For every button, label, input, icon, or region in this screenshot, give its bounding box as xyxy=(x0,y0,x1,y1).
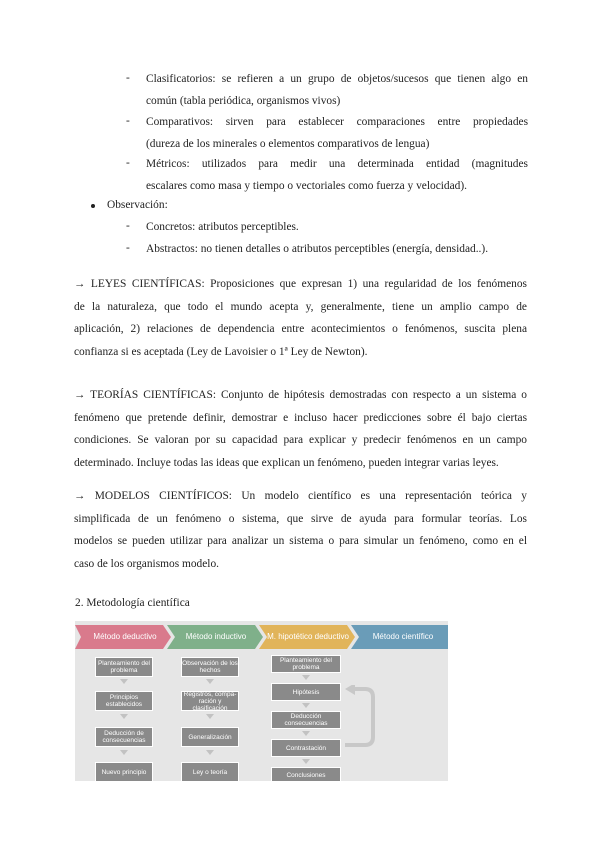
dash-marker: - xyxy=(126,157,130,169)
section-heading: 2. Metodología científica xyxy=(75,597,190,609)
paragraph-line: de la naturaleza, que todo el mundo acepta y, generalmente, tiene un amplio campo de xyxy=(74,300,527,313)
down-arrow-icon xyxy=(120,714,128,719)
down-arrow-icon xyxy=(302,675,310,680)
loop-arrow-icon xyxy=(343,685,383,751)
flow-box: Ley o teoría xyxy=(181,762,239,781)
paragraph-line: condiciones. Se valoran por su capacidad para explicar y predecir fenómenos en un campo xyxy=(74,434,527,446)
list-item-line: Métricos: utilizados para medir una determinada entidad (magnitudes xyxy=(146,158,528,170)
down-arrow-icon xyxy=(206,714,214,719)
flow-box: Deducción de consecuencias xyxy=(95,727,153,747)
paragraph-line: modelos se pueden utilizar para analizar un sistema o para simular un fenómeno, como en el xyxy=(74,535,527,547)
down-arrow-icon xyxy=(302,703,310,708)
flow-box: Planteamiento del problema xyxy=(95,657,153,677)
flow-box: Conclusiones xyxy=(271,767,341,781)
down-arrow-icon xyxy=(302,731,310,736)
methodology-figure xyxy=(75,621,448,781)
paragraph-line: → MODELOS CIENTÍFICOS: Un modelo científico es una representación teórica y xyxy=(74,490,527,502)
paragraph-line: aplicación, 2) relaciones de dependencia entre acontecimientos o fenómenos, suscita plena xyxy=(74,323,527,335)
flow-box: Observación de los hechos xyxy=(181,657,239,677)
observacion-item: Concretos: atributos perceptibles. xyxy=(146,221,299,233)
paragraph-line: caso de los organismos modelo. xyxy=(74,557,220,570)
paragraph-leyes xyxy=(74,273,527,363)
dash-marker: - xyxy=(126,220,130,232)
flow-box: Registros, compa-ración y clasificación xyxy=(181,691,239,711)
paragraph-line: → TEORÍAS CIENTÍFICAS: Conjunto de hipótesis demostradas con respecto a un sistema o xyxy=(74,389,527,401)
down-arrow-icon xyxy=(120,750,128,755)
stage-label: M. hipotético deductivo xyxy=(267,632,349,641)
list-item-line: escalares como masa y tiempo o vectoriales como fuerza y velocidad). xyxy=(146,180,468,192)
flow-box: Nuevo principio xyxy=(95,762,153,781)
flow-box: Hipótesis xyxy=(271,683,341,701)
paragraph-line: simplificada de un fenómeno o sistema, que sirve de ayuda para formular teorías. Los xyxy=(74,512,527,525)
flow-box: Contrastación xyxy=(271,739,341,757)
stage-label: Método científico xyxy=(372,632,434,641)
list-item-line: (dureza de los minerales o elementos comparativos de lengua) xyxy=(146,138,430,150)
down-arrow-icon xyxy=(302,759,310,764)
dash-marker: - xyxy=(126,115,130,127)
flow-box: Principios establecidos xyxy=(95,691,153,711)
dash-marker: - xyxy=(126,242,130,254)
paragraph-line: determinado. Incluye todas las ideas que explican un fenómeno, pueden integrar varias leyes. xyxy=(74,456,499,469)
bullet-icon xyxy=(91,204,95,208)
down-arrow-icon xyxy=(120,679,128,684)
dash-marker: - xyxy=(126,72,130,84)
list-item-line: común (tabla periódica, organismos vivos) xyxy=(146,95,341,107)
paragraph-modelos xyxy=(74,485,527,575)
flow-box: Generalización xyxy=(181,727,239,747)
stage-label: Método inductivo xyxy=(185,632,247,641)
stage-label: Método deductivo xyxy=(93,632,157,641)
flow-box: Planteamiento del problema xyxy=(271,655,341,673)
down-arrow-icon xyxy=(206,679,214,684)
paragraph-line: fenómeno que pretende definir, demostrar e incluso hacer predicciones sobre él bajo ciertas xyxy=(74,411,527,424)
paragraph-teorias xyxy=(74,384,527,474)
paragraph-line: confianza si es aceptada (Ley de Lavoisier o 1ª Ley de Newton). xyxy=(74,345,368,358)
paragraph-line: → LEYES CIENTÍFICAS: Proposiciones que expresan 1) una regularidad de los fenómenos xyxy=(74,278,527,290)
observacion-label: Observación: xyxy=(107,199,168,211)
down-arrow-icon xyxy=(206,750,214,755)
list-item-line: Comparativos: sirven para establecer comparaciones entre propiedades xyxy=(146,116,528,128)
flow-box: Deducción consecuencias xyxy=(271,711,341,729)
list-item-line: Clasificatorios: se refieren a un grupo de objetos/sucesos que tienen algo en xyxy=(146,73,528,85)
observacion-item: Abstractos: no tienen detalles o atributos perceptibles (energía, densidad..). xyxy=(146,243,489,255)
